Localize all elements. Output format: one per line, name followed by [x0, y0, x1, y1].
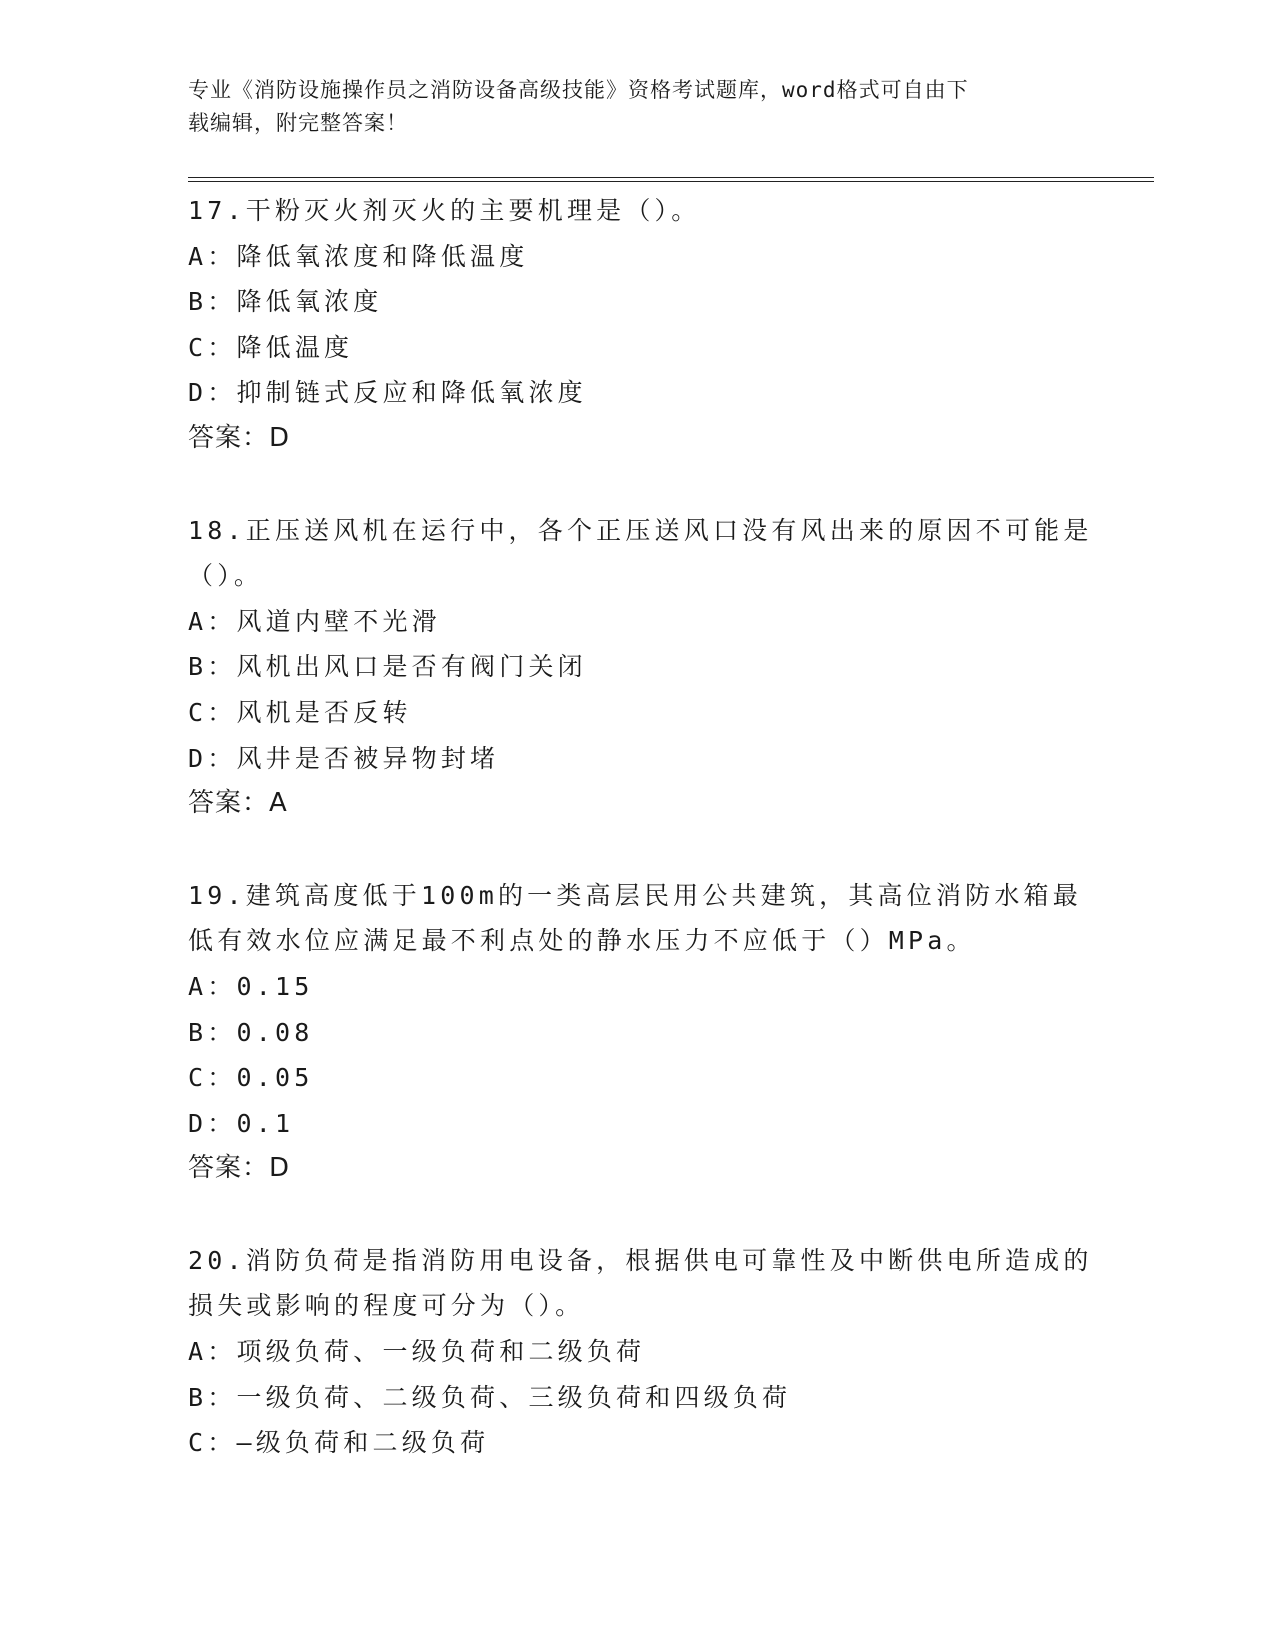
option-c: C：风机是否反转: [188, 697, 412, 727]
option-b: B：一级负荷、二级负荷、三级负荷和四级负荷: [188, 1382, 792, 1412]
question-stem: 20.消防负荷是指消防用电设备，根据供电可靠性及中断供电所造成的: [188, 1245, 1093, 1275]
question-stem: 18.正压送风机在运行中，各个正压送风口没有风出来的原因不可能是: [188, 515, 1093, 545]
question-stem: 17.干粉灭火剂灭火的主要机理是（）。: [188, 196, 701, 225]
option-d: D：0.1: [188, 1108, 295, 1138]
answer: 答案：D: [188, 1153, 291, 1184]
option-d: D：抑制链式反应和降低氧浓度: [188, 378, 587, 408]
question-stem-continued: （）。: [188, 561, 264, 591]
question-20: [188, 1238, 1093, 1466]
question-stem-continued: 低有效水位应满足最不利点处的静水压力不应低于（）MPa。: [188, 926, 976, 956]
header-line-1: 专业《消防设施操作员之消防设备高级技能》资格考试题库，word格式可自由下: [188, 78, 969, 102]
option-b: B：降低氧浓度: [188, 287, 383, 317]
question-list: [188, 188, 1093, 1466]
option-c: C：0.05: [188, 1063, 314, 1093]
question-19: [188, 873, 1088, 1192]
header-divider-top: [188, 177, 1154, 178]
option-a: A：0.15: [188, 971, 314, 1001]
question-18: [188, 508, 1093, 827]
document-header: [188, 74, 1068, 140]
option-a: A：风道内壁不光滑: [188, 606, 441, 636]
option-a: A：项级负荷、一级负荷和二级负荷: [188, 1337, 646, 1367]
option-b: B：风机出风口是否有阀门关闭: [188, 652, 587, 682]
answer: 答案：A: [188, 788, 288, 819]
option-c: C：降低温度: [188, 332, 354, 362]
question-stem-continued: 损失或影响的程度可分为（）。: [188, 1291, 585, 1321]
question-17: [188, 188, 1088, 462]
option-b: B：0.08: [188, 1017, 314, 1047]
option-d: D：风井是否被异物封堵: [188, 743, 500, 773]
question-stem: 19.建筑高度低于100m的一类高层民用公共建筑，其高位消防水箱最: [188, 880, 1082, 910]
answer: 答案：D: [188, 422, 291, 453]
option-a: A：降低氧浓度和降低温度: [188, 241, 529, 271]
header-divider-bottom: [188, 181, 1154, 182]
header-line-2: 载编辑，附完整答案！: [188, 111, 408, 135]
option-c: C：—级负荷和二级负荷: [188, 1428, 490, 1458]
